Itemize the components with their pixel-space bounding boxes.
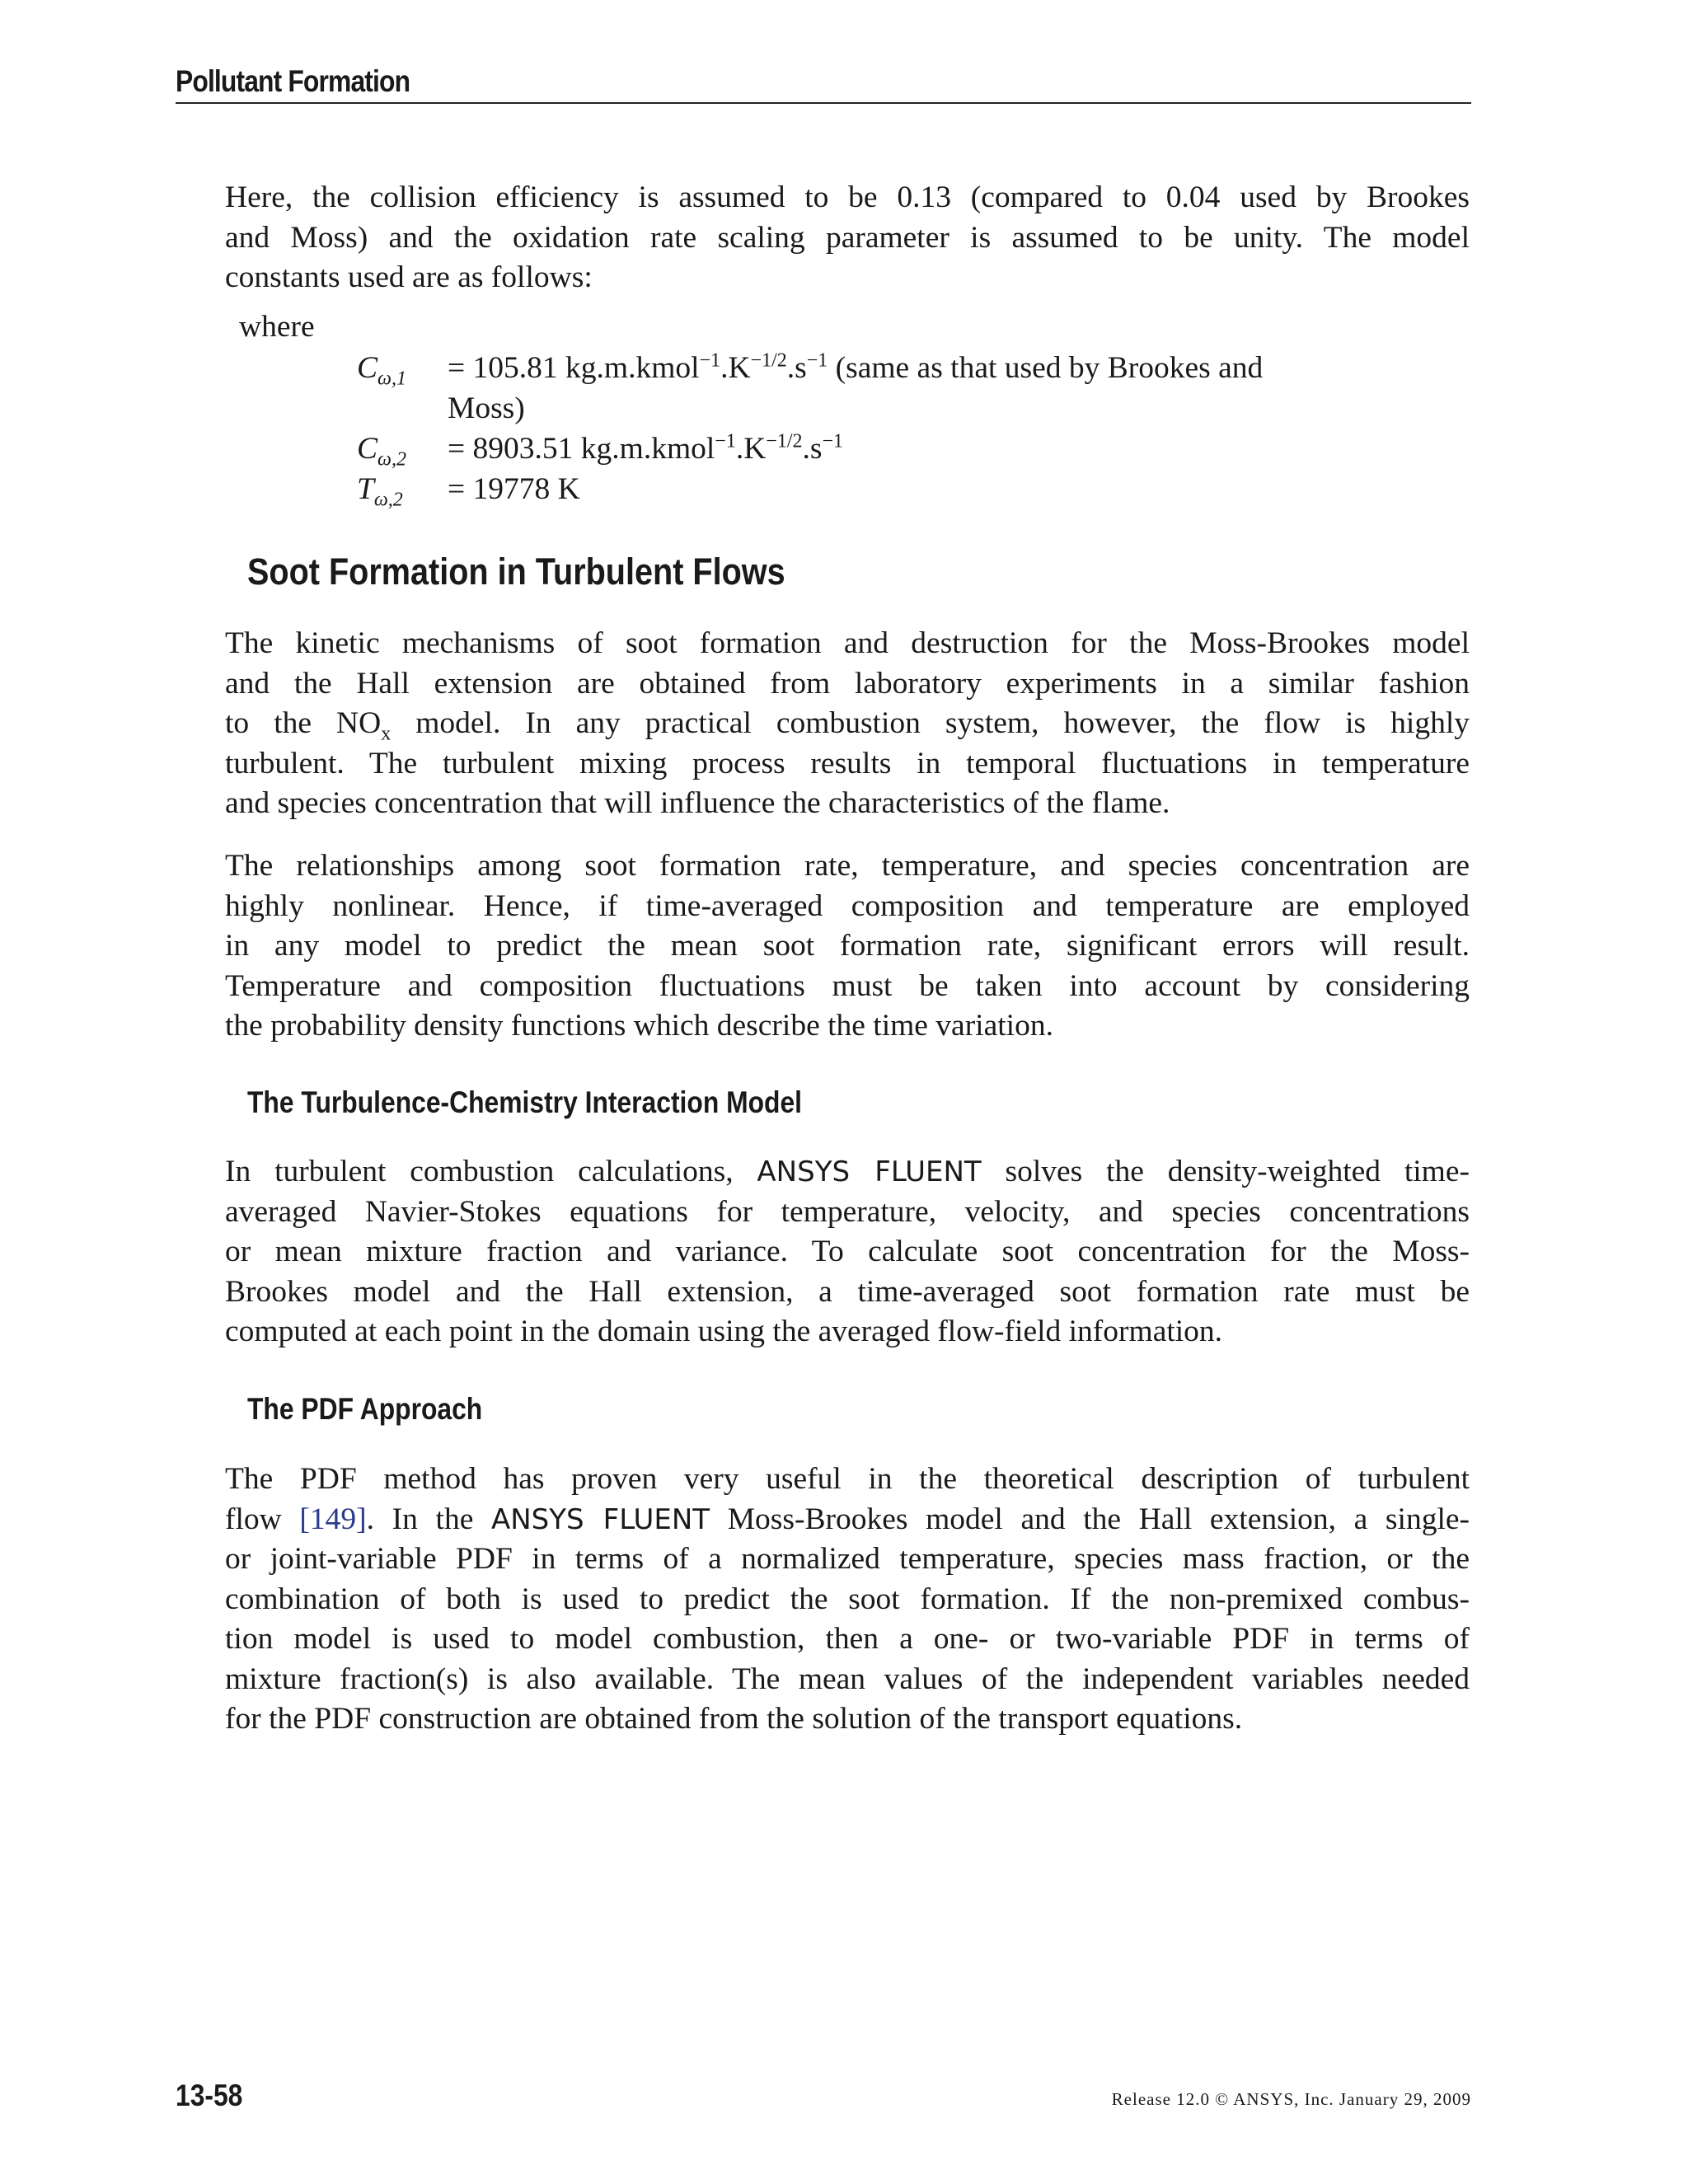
pdf-line: The PDF method has proven very useful in the theoretical description of turbulent <box>225 1462 1470 1496</box>
constant-value: = 105.81 $kg.m.kmol^{-1}.K^{-1/2}.s^{-1}$ (same as that used by Brookes and <box>448 349 1264 385</box>
intro-paragraph <box>225 178 1470 298</box>
soot-p1-line: The kinetic mechanisms of soot formation and destruction for the Moss-Brookes model <box>225 626 1470 660</box>
soot-p2-line: highly nonlinear. Hence, if time-averaged composition and temperature are employed <box>225 888 1470 923</box>
where-label: where <box>239 310 315 344</box>
pdf-line: flow [149]. In the ANSYS FLUENT Moss-Brookes model and the Hall extension, a single- <box>225 1502 1470 1536</box>
tci-paragraph <box>225 1152 1470 1352</box>
tci-line: In turbulent combustion calculations, ANSYS FLUENT solves the density-weighted time- <box>225 1155 1470 1188</box>
soot-paragraph-2 <box>225 846 1470 1047</box>
constant-value: = 19778 K <box>448 472 580 506</box>
running-header-title: Pollutant Formation <box>176 64 410 98</box>
tci-line: averaged Navier-Stokes equations for temperature, velocity, and species concentrations <box>225 1194 1470 1229</box>
constant-continuation: Moss) <box>448 391 525 425</box>
product-name: ANSYS FLUENT <box>490 1502 710 1536</box>
pdf-line: mixture fraction(s) is also available. The mean values of the independent variables needed <box>225 1661 1470 1696</box>
intro-line-2: and Moss) and the oxidation rate scaling parameter is assumed to be unity. The model <box>225 220 1470 255</box>
soot-paragraph-1 <box>225 624 1470 824</box>
intro-line-1: Here, the collision efficiency is assumed to be 0.13 (compared to 0.04 used by Brookes <box>225 180 1470 214</box>
soot-p2-line: the probability density functions which describe the time variation. <box>225 1009 1053 1043</box>
section-heading-soot-formation: Soot Formation in Turbulent Flows <box>247 551 785 593</box>
constant-symbol: $T_{\omega,2}$ <box>357 472 403 511</box>
soot-p2-line: Temperature and composition fluctuations must be taken into account by considering <box>225 968 1470 1003</box>
pdf-line: combination of both is used to predict the soot formation. If the non-premixed combus- <box>225 1582 1470 1616</box>
soot-p2-line: in any model to predict the mean soot formation rate, significant errors will result. <box>225 929 1470 963</box>
tci-line: or mean mixture fraction and variance. To calculate soot concentration for the Moss- <box>225 1235 1470 1268</box>
pdf-line: tion model is used to model combustion, then a one- or two-variable PDF in terms of <box>225 1622 1470 1656</box>
release-footer: Release 12.0 © ANSYS, Inc. January 29, 2009 <box>1111 2089 1471 2109</box>
soot-p1-line: turbulent. The turbulent mixing process results in temporal fluctuations in temperature <box>225 746 1470 780</box>
intro-line-3: constants used are as follows: <box>225 260 593 294</box>
tci-line: Brookes model and the Hall extension, a time-averaged soot formation rate must be <box>225 1274 1470 1309</box>
tci-line: computed at each point in the domain using the averaged flow-field information. <box>225 1315 1223 1348</box>
soot-p1-line: to the $NO_x$ model. In any practical combustion system, however, the flow is highly <box>225 706 1470 745</box>
soot-p2-line: The relationships among soot formation rate, temperature, and species concentration are <box>225 849 1470 883</box>
copyright-symbol: © <box>1215 2089 1230 2109</box>
pdf-line: for the PDF construction are obtained from the solution of the transport equations. <box>225 1702 1243 1736</box>
soot-p1-line: and the Hall extension are obtained from laboratory experiments in a similar fashion <box>225 666 1470 701</box>
constant-row <box>0 431 1688 472</box>
constant-symbol: $C_{\omega,1}$ <box>357 351 406 390</box>
constant-row <box>0 471 1688 513</box>
constant-symbol: $C_{\omega,2}$ <box>357 432 406 471</box>
constant-value: = 8903.51 $kg.m.kmol^{-1}.K^{-1/2}.s^{-1}$ <box>448 430 844 466</box>
soot-p1-line: and species concentration that will influence the characteristics of the flame. <box>225 786 1170 820</box>
page-number: 13-58 <box>176 2079 243 2112</box>
subsection-heading-tci-model: The Turbulence-Chemistry Interaction Model <box>247 1085 803 1119</box>
product-name: ANSYS FLUENT <box>757 1155 982 1188</box>
pdf-line: or joint-variable PDF in terms of a normalized temperature, species mass fraction, or the <box>225 1542 1470 1576</box>
header-rule <box>176 102 1471 104</box>
subsection-heading-pdf-approach: The PDF Approach <box>247 1392 483 1426</box>
pdf-paragraph <box>225 1460 1470 1740</box>
citation-link[interactable]: [149] <box>299 1502 367 1536</box>
constant-row <box>0 350 1688 391</box>
